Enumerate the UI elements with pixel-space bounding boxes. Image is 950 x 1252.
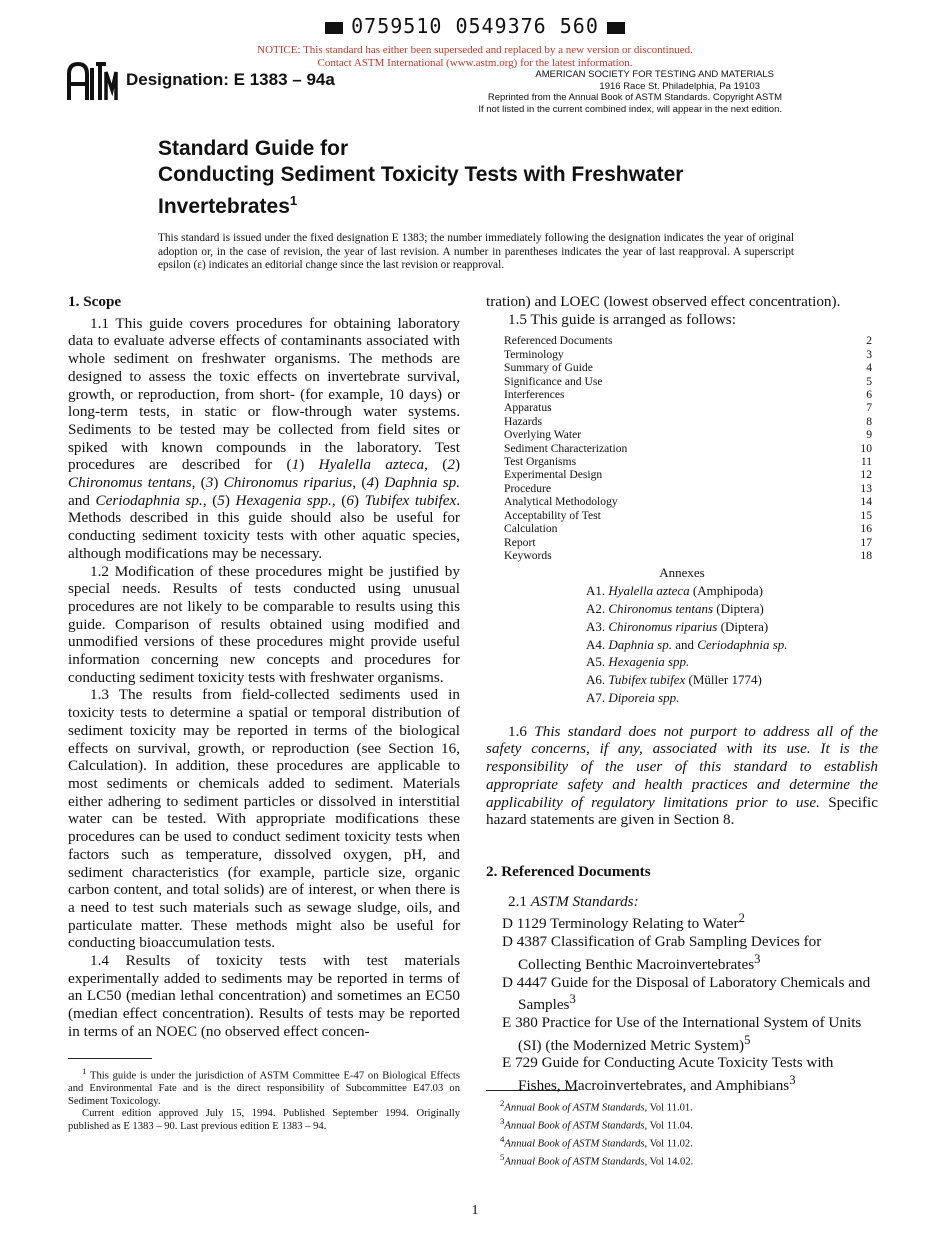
toc-row [504, 495, 872, 508]
referenced-documents-list [486, 910, 878, 1095]
barcode-block-left [325, 22, 343, 34]
toc-row [504, 361, 872, 374]
toc-entry-name: Significance and Use [504, 374, 603, 388]
toc-entry-name: Interferences [504, 388, 565, 402]
annex-list [486, 582, 878, 707]
toc-entry-section: 10 [860, 441, 872, 455]
reference-item: D 4387 Classification of Grab Sampling Devices for Collecting Benthic Macroinvertebrates$^3$ [502, 933, 822, 973]
toc-entry-name: Overlying Water [504, 428, 582, 442]
toc-entry-name: Summary of Guide [504, 361, 593, 375]
paragraph-1-5: 1.5 This guide is arranged as follows: [508, 310, 736, 328]
annex-item: A4. Daphnia sp. and Ceriodaphnia sp. [586, 636, 788, 652]
toc-entry-name: Referenced Documents [504, 334, 613, 348]
title-line-2: Conducting Sediment Toxicity Tests with Freshwater [158, 163, 684, 186]
paragraph-1-4: 1.4 Results of toxicity tests with test materials experimentally added to sediments may be reported in terms of an LC50 (median lethal concentration) and sometimes an EC50 (median effect concentration). Results of tests may be reported in terms of an NOEC (no observed effect concen- [68, 952, 460, 1040]
paragraph-1-4-continued: tration) and LOEC (lowest observed effect concentration). [486, 293, 841, 310]
toc-entry-section: 9 [866, 428, 872, 442]
toc-row [504, 401, 872, 414]
footnote-rule [68, 1058, 152, 1059]
toc-row [504, 468, 872, 481]
toc-entry-name: Sediment Characterization [504, 441, 628, 455]
toc-entry-section: 4 [866, 361, 872, 375]
annex-item: A3. Chironomus riparius (Diptera) [586, 618, 769, 634]
toc-row [504, 388, 872, 401]
right-column [486, 293, 878, 1095]
title-footnote-mark: 1 [289, 193, 298, 208]
footnote-item: $^4$Annual Book of ASTM Standards, Vol 11.02. [500, 1134, 693, 1150]
toc-row [504, 549, 872, 562]
toc-entry-section: 14 [860, 495, 872, 509]
page-number: 1 [471, 1203, 479, 1218]
footnote-edition: Current edition approved July 15, 1994. Published September 1994. Originally published as E 1383 – 90. Last previous edition E 1383 – 94. [68, 1108, 460, 1132]
toc-entry-section: 16 [860, 522, 872, 536]
title-line-1: Standard Guide for [158, 137, 349, 160]
society-address: 1916 Race St. Philadelphia, Pa 19103 [599, 80, 760, 92]
toc-row [504, 348, 872, 361]
notice-line-2: Contact ASTM International (www.astm.org) for the latest information. [317, 57, 633, 69]
paragraph-1-6: 1.6 This standard does not purport to address all of the safety concerns, if any, associated with its use. It is the responsibility of the user of this standard to establish appropriate safety and health practices and determine the applicability of regulatory limitations prior to use. Specific hazard statements are given in Section 8. [486, 722, 879, 829]
annex-item: A5. Hexagenia spp. [586, 654, 690, 670]
barcode [0, 14, 950, 38]
footnotes-left [68, 1058, 460, 1134]
toc-entry-section: 15 [860, 508, 872, 522]
society-block [452, 69, 782, 115]
toc-entry-section: 7 [866, 401, 872, 415]
toc-entry-section: 8 [866, 414, 872, 428]
toc-row [504, 334, 872, 347]
toc-entry-section: 5 [866, 374, 872, 388]
issuance-note: This standard is issued under the fixed designation E 1383; the number immediately following the designation indicates the year of original adoption or, in the case of revision, the year of last revision. A number in parentheses indicates the year of last reapproval. A superscript epsilon (ε) indicates an editorial change since the last revision or reapproval. [158, 232, 794, 271]
toc-entry-name: Calculation [504, 522, 558, 536]
footnote-item: $^3$Annual Book of ASTM Standards, Vol 11.04. [500, 1116, 693, 1132]
society-reprint: Reprinted from the Annual Book of ASTM Standards. Copyright ASTM [487, 92, 782, 103]
footnote-rule [486, 1090, 578, 1091]
toc-entry-name: Acceptability of Test [504, 508, 601, 522]
left-column [68, 293, 460, 1041]
section-heading-scope: 1. Scope [68, 293, 122, 310]
toc-row [504, 375, 872, 388]
toc-row [504, 415, 872, 428]
annex-item: A7. Diporeia spp. [586, 689, 680, 705]
toc-row [504, 455, 872, 468]
footnote-item: $^5$Annual Book of ASTM Standards, Vol 14.02. [500, 1152, 694, 1168]
document-title [158, 136, 778, 220]
toc-entry-name: Experimental Design [504, 468, 603, 482]
toc-entry-section: 13 [860, 481, 872, 495]
footnote-item: $^2$Annual Book of ASTM Standards, Vol 11.01. [500, 1098, 693, 1114]
toc-entry-section: 6 [866, 388, 872, 402]
toc-entry-section: 11 [860, 455, 872, 469]
toc-entry-section: 17 [860, 535, 872, 549]
society-index-note: If not listed in the current combined index, will appear in the next edition. [478, 103, 782, 115]
toc-row [504, 482, 872, 495]
toc-entry-section: 3 [866, 347, 872, 361]
footnote-1: $^1$ This guide is under the jurisdiction of ASTM Committee E-47 on Biological Effects and Environmental Fate and is the direct responsibility of Subcommittee E47.03 on Sediment Toxicology. [68, 1066, 460, 1107]
toc-entry-name: Keywords [504, 548, 552, 562]
toc-entry-name: Procedure [504, 481, 551, 495]
toc-entry-name: Analytical Methodology [504, 495, 618, 509]
toc-entry-section: 2 [866, 334, 872, 348]
paragraph-1-3: 1.3 The results from field-collected sediments used in toxicity tests to determine a spatial or temporal distribution of sediment toxicity may be reported in terms of the biological effects on survival, growth, or reproduction (see Section 16, Calculation). In addition, these procedures are applicable to most sediments or chemicals added to sediment. Materials either adhering to sediment particles or dissolved in interstitial water can be tested. With appropriate modifications these procedures can be used to conduct sediment toxicity tests when factors such as temperature, dissolved oxygen, pH, and sediment characteristics (for example, particle size, organic carbon content, and total solids) are of interest, or when there is a need to test such materials such as sewage sludge, oils, and particulate matter. These methods might also be useful for conducting bioaccumulation tests. [68, 686, 460, 952]
paragraph-1-1: 1.1 This guide covers procedures for obtaining laboratory data to evaluate adverse effects of contaminants associated with whole sediment on freshwater organisms. The methods are designed to assess the toxic effects on invertebrate survival, growth, or reproduction, from short- (for example, 10 days) or long-term tests, in static or flow-through water systems. Sediments to be tested may be collected from field sites or spiked with known compounds in the laboratory. Test procedures are described for (1) Hyalella azteca, (2) Chironomus tentans, (3) Chironomus riparius, (4) Daphnia sp. and Ceriodaphnia sp., (5) Hexagenia spp., (6) Tubifex tubifex. Methods described in this guide should also be useful for conducting sediment toxicity tests with other aquatic species, although modifications may be necessary. [68, 314, 461, 562]
designation: Designation: E 1383 – 94a [126, 70, 335, 89]
toc-row [504, 509, 872, 522]
section-heading-referenced-documents: 2. Referenced Documents [486, 862, 651, 880]
toc-row [504, 522, 872, 535]
reference-item: E 729 Guide for Conducting Acute Toxicity Tests with Fishes, Macroinvertebrates, and Amphibians$^3$ [502, 1054, 834, 1095]
reference-item: D 4447 Guide for the Disposal of Laboratory Chemicals and Samples$^3$ [502, 973, 871, 1014]
toc-row [504, 536, 872, 549]
annexes-title: Annexes [659, 565, 705, 581]
toc-entry-section: 12 [860, 468, 872, 482]
notice [0, 44, 950, 70]
annex-item: A1. Hyalella azteca (Amphipoda) [586, 583, 763, 599]
toc-entry-section: 18 [860, 548, 872, 562]
astm-logo [66, 60, 118, 104]
annex-item: A6. Tubifex tubifex (Müller 1774) [586, 672, 762, 688]
title-line-3: Invertebrates$^1$ [158, 193, 298, 218]
annex-item: A2. Chironomus tentans (Diptera) [586, 600, 764, 616]
footnotes-right [486, 1090, 878, 1170]
society-name: AMERICAN SOCIETY FOR TESTING AND MATERIALS [535, 69, 774, 80]
footnote-list [486, 1097, 878, 1170]
table-of-contents [504, 334, 872, 562]
paragraph-2-1: 2.1 ASTM Standards: [508, 892, 639, 910]
annexes [486, 564, 878, 706]
notice-line-1: NOTICE: This standard has either been superseded and replaced by a new version or discontinued. [257, 44, 693, 56]
reference-item: D 1129 Terminology Relating to Water$^2$ [502, 911, 745, 933]
paragraph-1-2: 1.2 Modification of these procedures might be justified by special needs. Results of tests conducted using unusual procedures are not likely to be comparable to results using this guide. Comparison of results obtained using modified and unmodified versions of these procedures might provide useful information concerning new concepts and procedures for conducting sediment toxicity tests with freshwater organisms. [68, 562, 460, 686]
toc-entry-name: Test Organisms [504, 455, 577, 469]
toc-row [504, 442, 872, 455]
reference-item: E 380 Practice for Use of the International System of Units (SI) (the Modernized Metric System)$^5$ [502, 1014, 862, 1054]
toc-entry-name: Report [504, 535, 536, 549]
toc-entry-name: Terminology [504, 347, 564, 361]
barcode-block-right [607, 22, 625, 34]
barcode-text: 0759510 0549376 560 [351, 14, 599, 38]
toc-entry-name: Apparatus [504, 401, 552, 415]
toc-row [504, 428, 872, 441]
toc-entry-name: Hazards [504, 414, 542, 428]
